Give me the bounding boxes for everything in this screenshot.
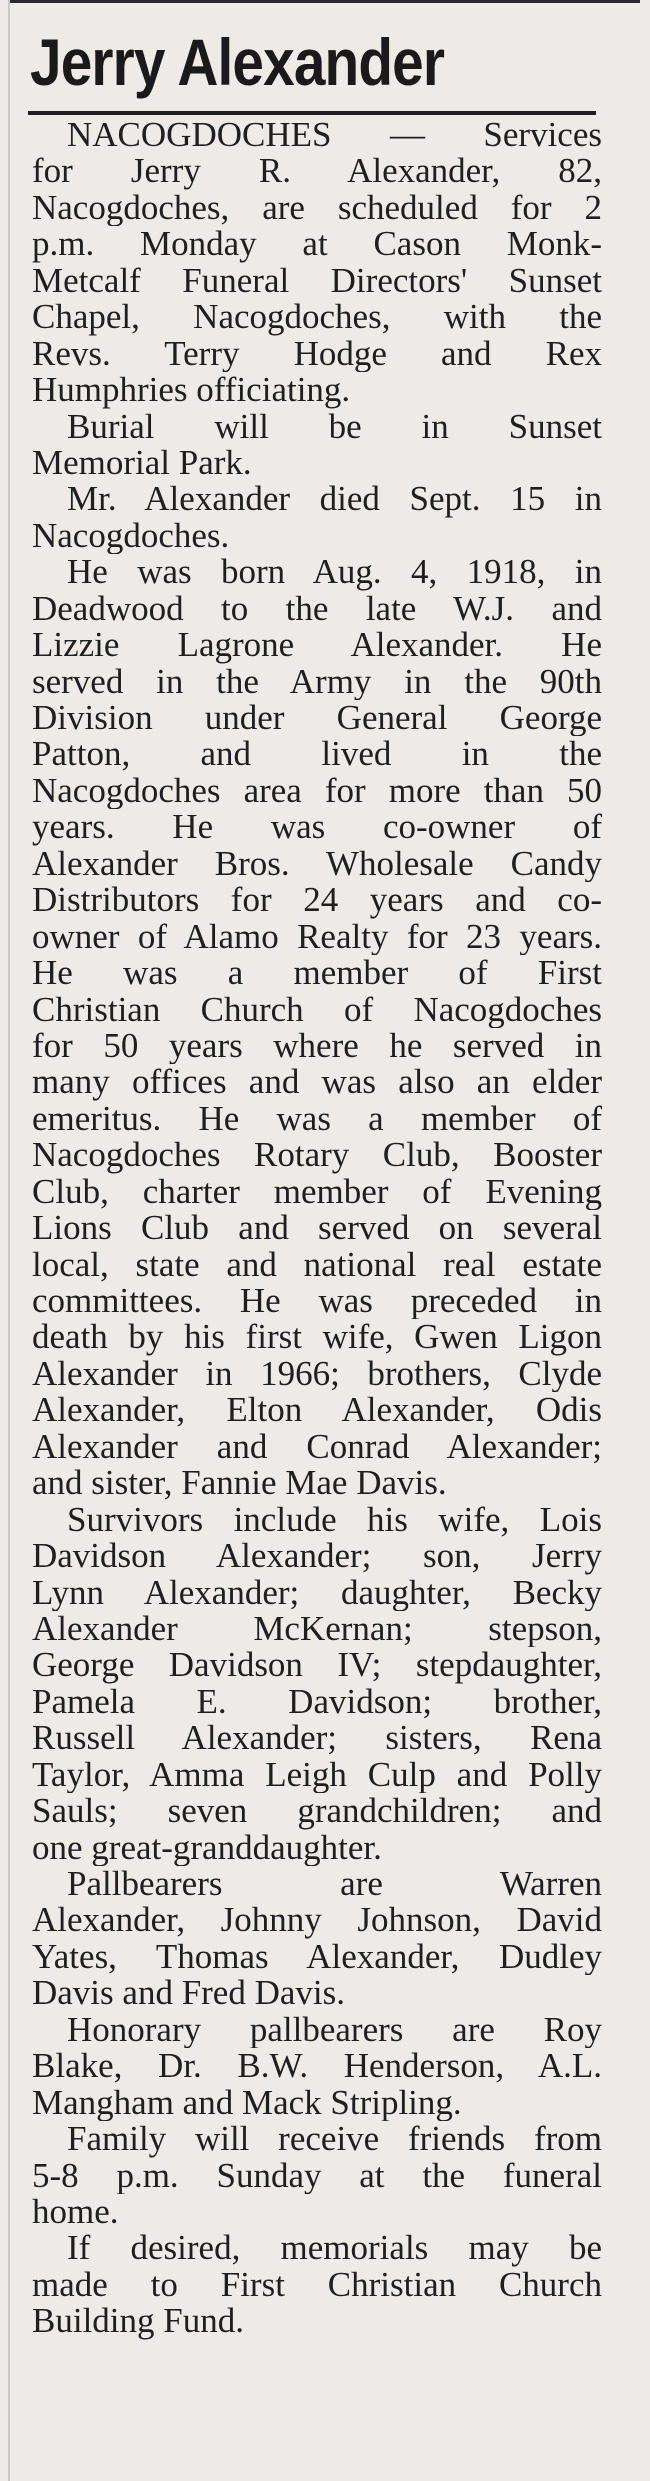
text-line: Pallbearers are Warren [67,1866,602,1903]
text-line: Deadwood to the late W.J. and [32,590,602,628]
text-line: home. [32,2193,119,2231]
page-edge [8,0,10,2481]
text-line: Nacogdoches, are scheduled for 2 [32,189,602,227]
text-line: years. He was co-owner of [32,809,602,846]
text-line: emeritus. He was a member of [32,1100,602,1138]
text-line: Metcalf Funeral Directors' Sunset [32,262,602,300]
text-line: George Davidson IV; stepdaughter, [32,1647,602,1684]
text-line: for 50 years where he served in [32,1027,602,1065]
headline-rule [28,111,596,115]
text-line: one great-granddaughter. [32,1829,382,1866]
text-line: Chapel, Nacogdoches, with the [32,299,602,336]
text-line: Survivors include his wife, Lois [67,1501,602,1539]
text-line: Nacogdoches Rotary Club, Booster [32,1137,602,1174]
text-line: Alexander, Elton Alexander, Odis [32,1392,602,1429]
text-line: Building Fund. [32,2303,244,2340]
text-line: Club, charter member of Evening [32,1173,602,1211]
text-line: committees. He was preceded in [32,1283,602,1320]
text-line: Burial will be in Sunset [67,408,602,445]
text-line: He was born Aug. 4, 1918, in [67,554,602,591]
text-line: Lynn Alexander; daughter, Becky [32,1574,602,1611]
text-line: Alexander in 1966; brothers, Clyde [32,1355,602,1393]
text-line: Lizzie Lagrone Alexander. He [32,627,602,664]
text-line: Russell Alexander; sisters, Rena [32,1720,602,1757]
text-line: 5-8 p.m. Sunday at the funeral [32,2157,602,2194]
text-line: Revs. Terry Hodge and Rex [32,335,602,373]
text-line: If desired, memorials may be [67,2230,602,2267]
text-line: and sister, Fannie Mae Davis. [32,1465,447,1502]
text-line: Mr. Alexander died Sept. 15 in [67,481,602,518]
text-line: Sauls; seven grandchildren; and [32,1793,602,1830]
text-line: Family will receive friends from [67,2121,602,2158]
text-line: for Jerry R. Alexander, 82, [32,153,602,190]
text-line: local, state and national real estate [32,1246,602,1283]
text-line: Alexander, Johnny Johnson, David [32,1902,602,1939]
text-line: Blake, Dr. B.W. Henderson, A.L. [32,2048,602,2085]
top-rule [10,0,640,3]
text-line: Yates, Thomas Alexander, Dudley [32,1938,602,1976]
text-line: Mangham and Mack Stripling. [32,2084,462,2122]
text-line: Nacogdoches. [32,517,230,555]
text-line: made to First Christian Church [32,2266,602,2304]
text-line: p.m. Monday at Cason Monk- [32,226,602,263]
text-line: Alexander and Conrad Alexander; [32,1428,602,1466]
text-line: Honorary pallbearers are Roy [67,2011,602,2049]
text-line: NACOGDOCHES — Services [67,117,602,154]
text-line: many offices and was also an elder [32,1064,602,1101]
obituary-body [32,117,602,2340]
text-line: Taylor, Amma Leigh Culp and Polly [32,1756,602,1794]
text-line: Lions Club and served on several [32,1210,602,1247]
obituary-headline: Jerry Alexander [30,25,445,99]
text-line: served in the Army in the 90th [32,663,602,700]
text-line: owner of Alamo Realty for 23 years. [32,918,602,956]
text-line: Nacogdoches area for more than 50 [32,772,602,810]
text-line: Pamela E. Davidson; brother, [32,1683,602,1721]
text-line: Distributors for 24 years and co- [32,882,602,919]
text-line: Christian Church of Nacogdoches [32,991,602,1028]
text-line: death by his first wife, Gwen Ligon [32,1319,602,1356]
text-line: Davidson Alexander; son, Jerry [32,1538,602,1575]
text-line: Division under General George [32,700,602,737]
text-line: Patton, and lived in the [32,736,602,773]
text-line: Alexander Bros. Wholesale Candy [32,845,602,883]
text-line: He was a member of First [32,955,602,992]
text-line: Humphries officiating. [32,372,351,409]
text-line: Davis and Fred Davis. [32,1975,346,2012]
text-line: Alexander McKernan; stepson, [32,1610,602,1648]
text-line: Memorial Park. [32,444,252,482]
